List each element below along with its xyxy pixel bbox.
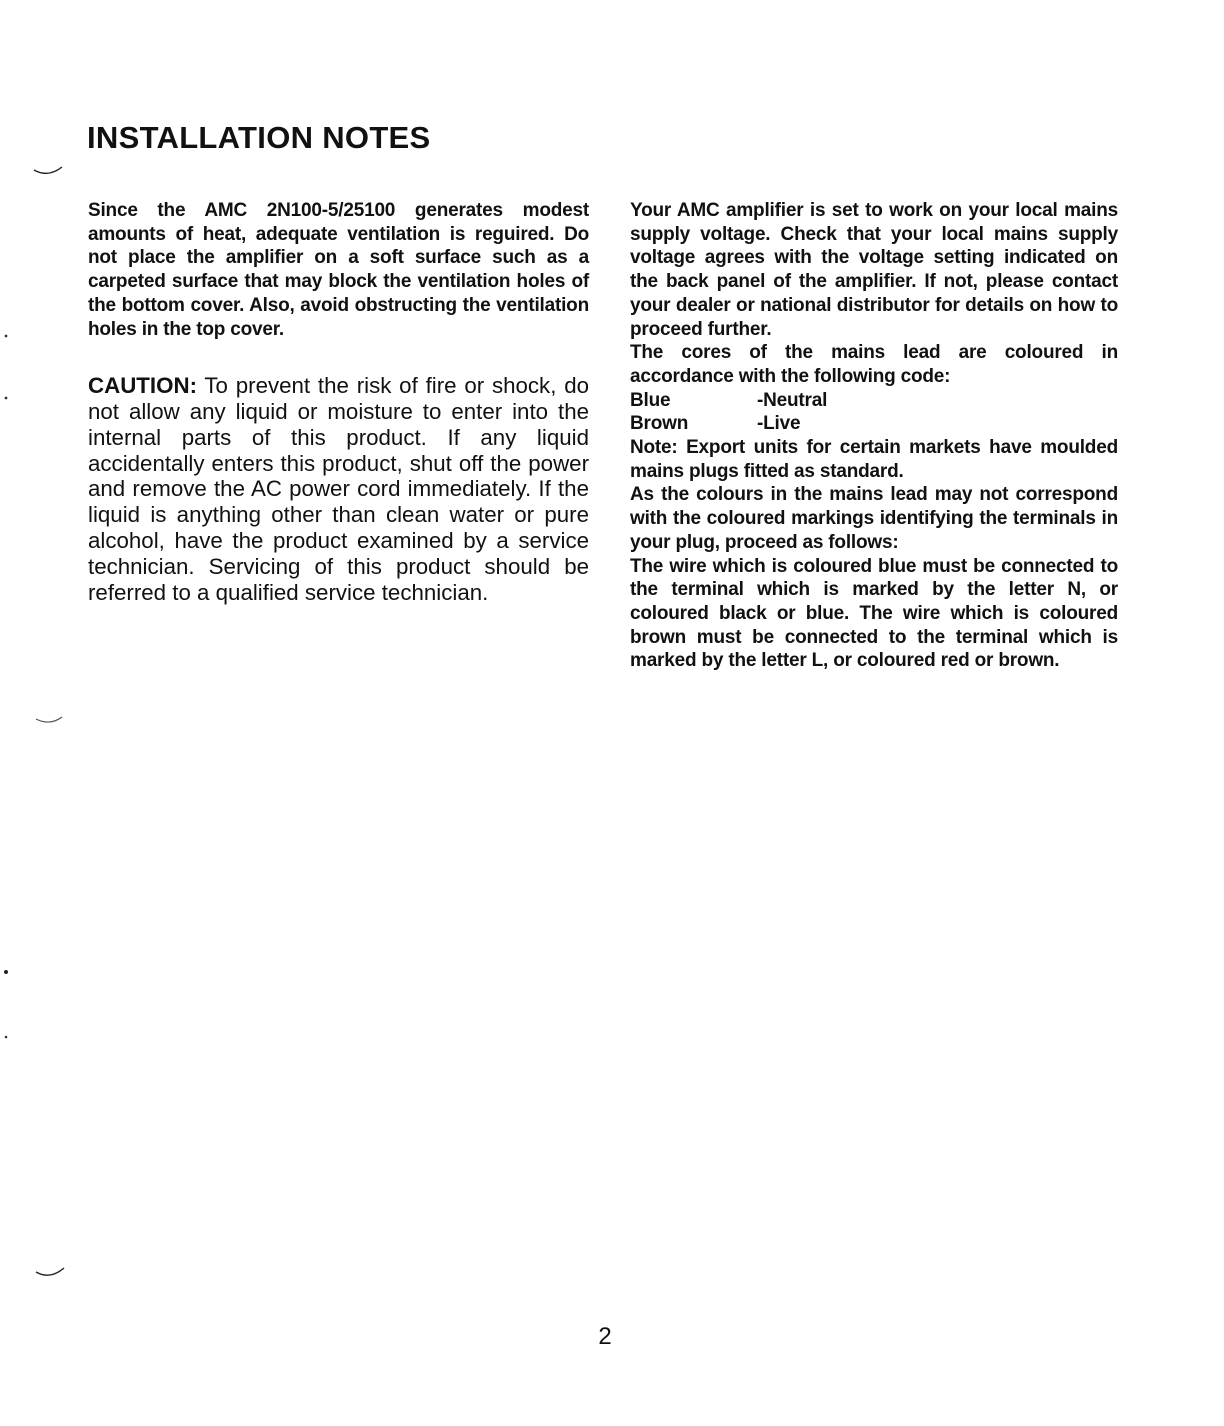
- page-number: 2: [598, 1323, 612, 1350]
- ventilation-paragraph: Since the AMC 2N100-5/25100 generates modest amounts of heat, adequate ventilation is reguired. Do not place the amplifier on a soft surface such as a carpeted surface that may block the ventilation holes of the bottom cover. Also, avoid obstructing the ventilation holes in the top cover.: [88, 200, 589, 340]
- code-row-brown: [630, 412, 1118, 436]
- left-column: [88, 199, 589, 605]
- caution-label: CAUTION:: [88, 373, 197, 399]
- cores-paragraph: The cores of the mains lead are coloured in accordance with the following code:: [630, 342, 1118, 387]
- wiring-paragraph: The wire which is coloured blue must be connected to the terminal which is marked by the letter N, or coloured black or blue. The wire which is coloured brown must be connected to the terminal which is marked by the letter L, or coloured red or brown.: [630, 555, 1118, 672]
- export-note-paragraph: Note: Export units for certain markets have moulded mains plugs fitted as standard.: [630, 437, 1118, 482]
- scan-mark: [0, 0, 80, 1426]
- colours-paragraph: As the colours in the mains lead may not correspond with the coloured markings identifying the terminals in your plug, proceed as follows:: [630, 484, 1118, 553]
- page-title: INSTALLATION NOTES: [87, 120, 431, 155]
- code-row-blue: [630, 389, 1118, 413]
- caution-paragraph: [88, 373, 589, 605]
- code-color: Blue: [630, 389, 671, 411]
- code-meaning: -Neutral: [757, 389, 828, 411]
- mains-voltage-paragraph: Your AMC amplifier is set to work on your local mains supply voltage. Check that your local mains supply voltage agrees with the voltage setting indicated on the back panel of the amplifier. If not, please contact your dealer or national distributor for details on how to proceed further.: [630, 200, 1118, 340]
- code-meaning: -Live: [757, 413, 801, 435]
- caution-text: To prevent the risk of fire or shock, do not allow any liquid or moisture to enter into the internal parts of this product. If any liquid accidentally enters this product, shut off the power and remove the AC power cord immediately. If the liquid is anything other than clean water or pure alcohol, have the product examined by a service technician. Servicing of this product should be referred to a qualified service technician.: [88, 373, 589, 605]
- code-color: Brown: [630, 413, 689, 435]
- right-column: [630, 199, 1118, 673]
